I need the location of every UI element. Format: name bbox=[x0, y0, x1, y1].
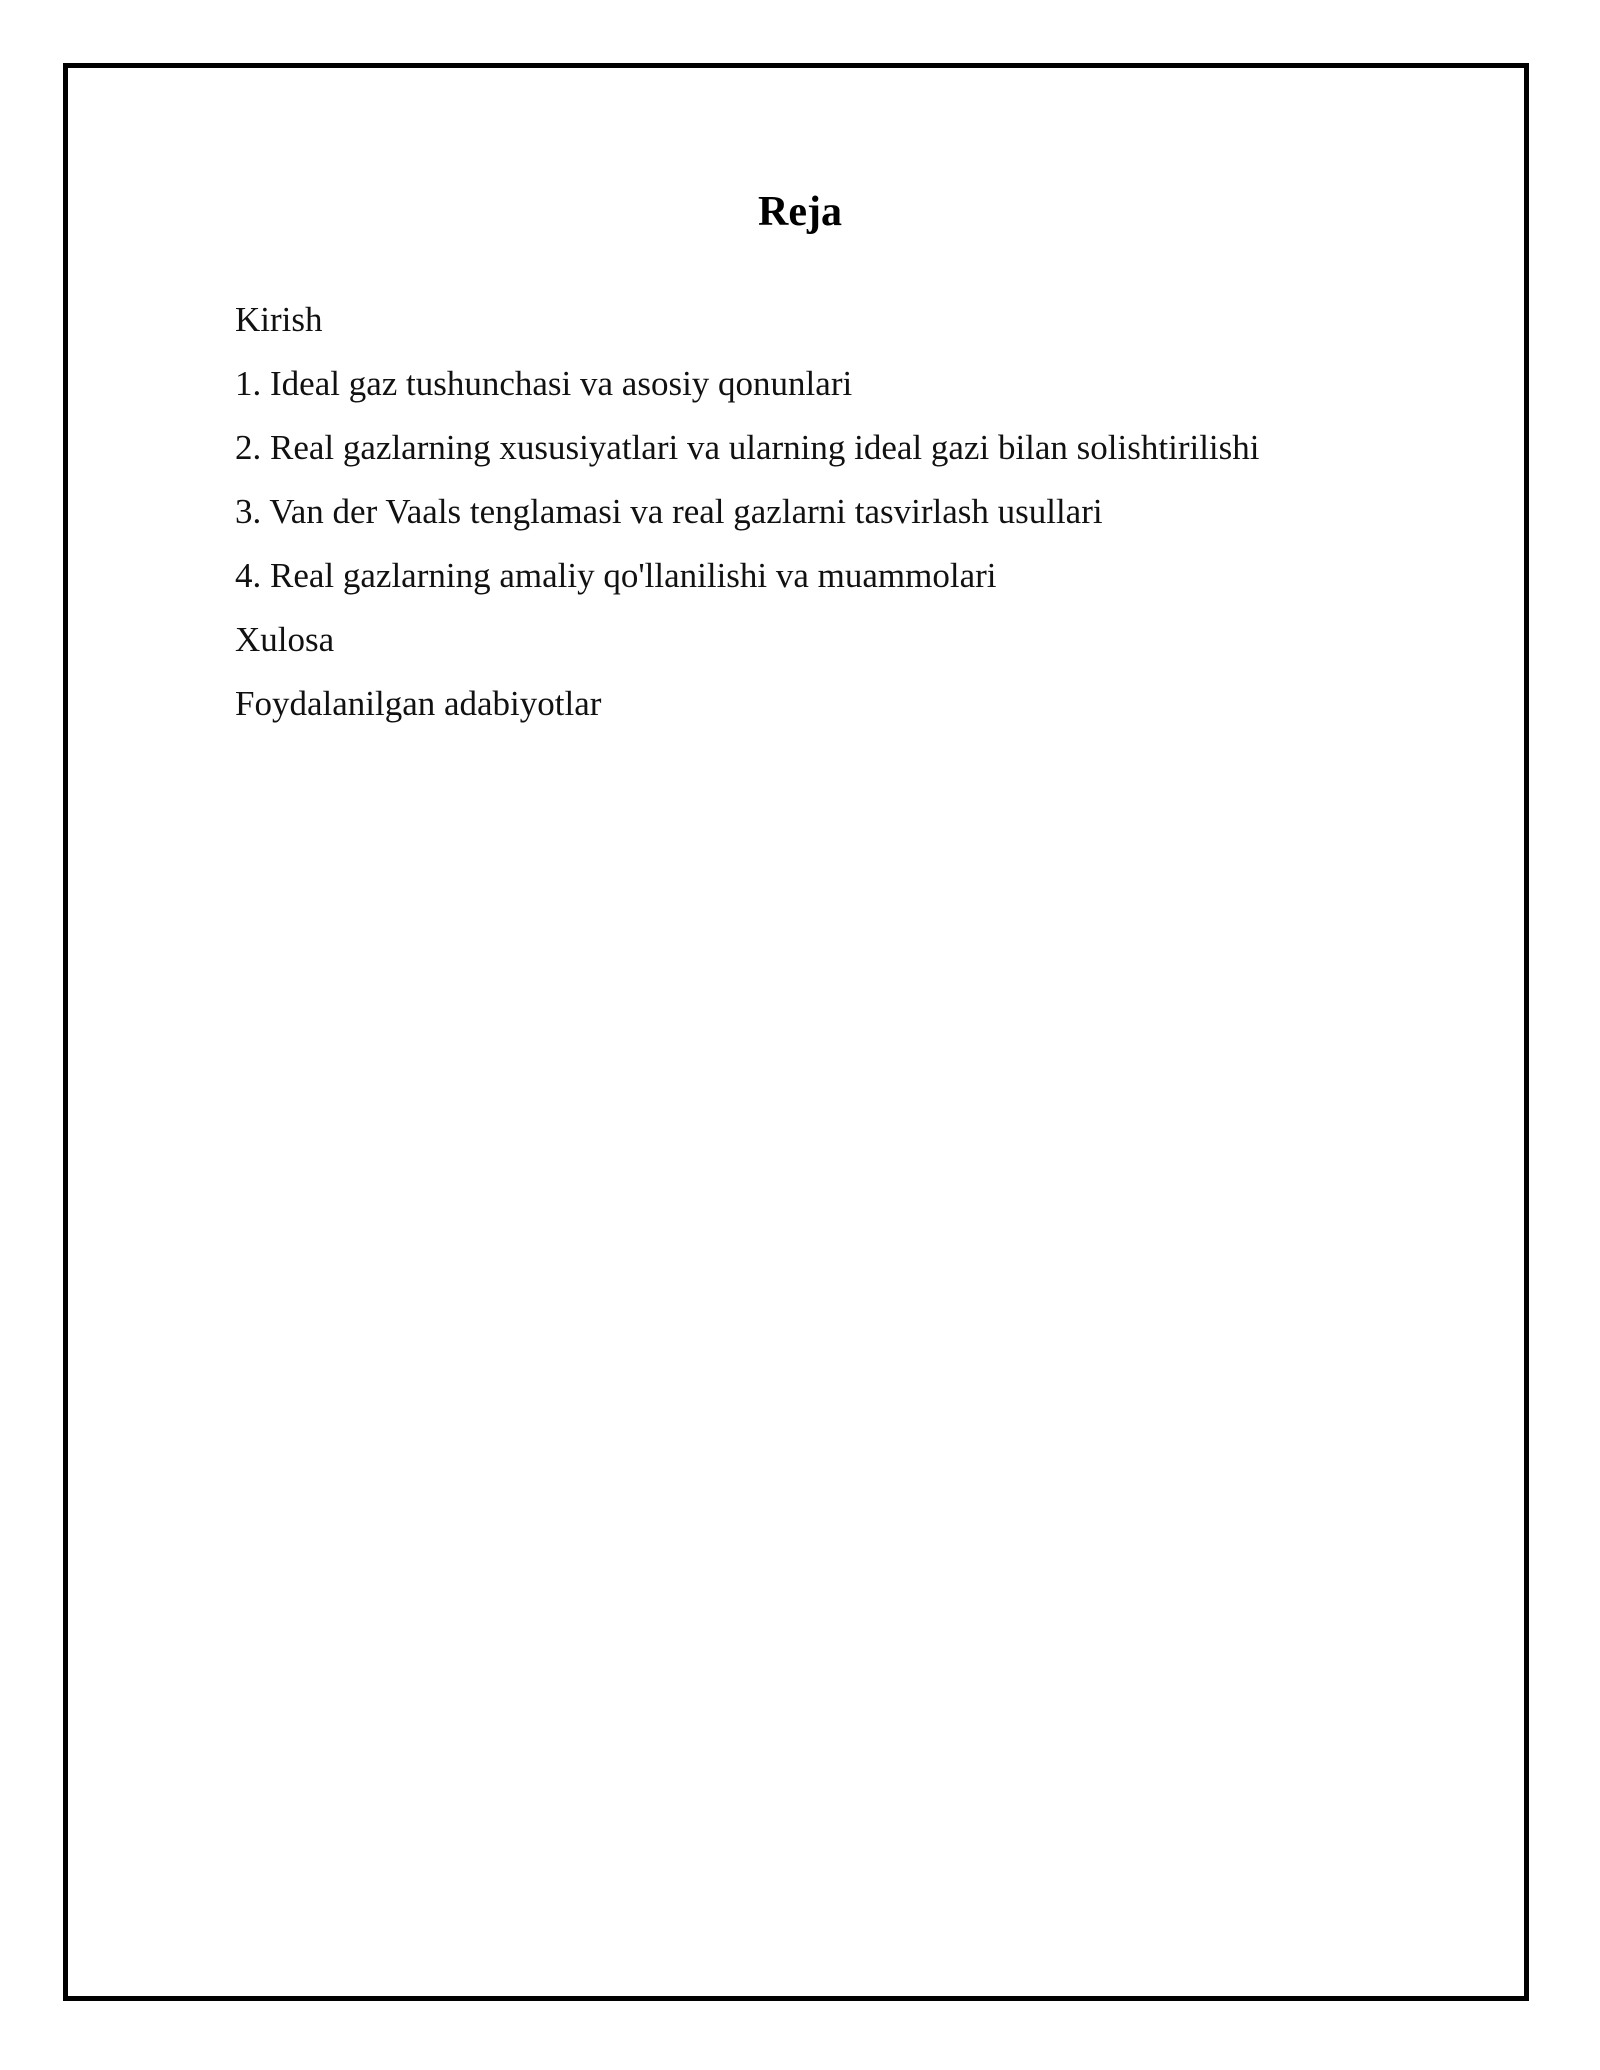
plan-item-references: Foydalanilgan adabiyotlar bbox=[235, 684, 602, 723]
plan-item-2: 2. Real gazlarning xususiyatlari va ularning ideal gazi bilan solishtirilishi bbox=[235, 428, 1260, 467]
plan-list bbox=[235, 288, 1260, 736]
plan-item-3: 3. Van der Vaals tenglamasi va real gazlarni tasvirlash usullari bbox=[235, 492, 1103, 531]
plan-item-4: 4. Real gazlarning amaliy qo'llanilishi va muammolari bbox=[235, 556, 997, 595]
plan-item-introduction: Kirish bbox=[235, 300, 323, 339]
page-title: Reja bbox=[758, 189, 842, 235]
plan-item-1: 1. Ideal gaz tushunchasi va asosiy qonunlari bbox=[235, 364, 853, 403]
plan-item-conclusion: Xulosa bbox=[235, 620, 335, 659]
